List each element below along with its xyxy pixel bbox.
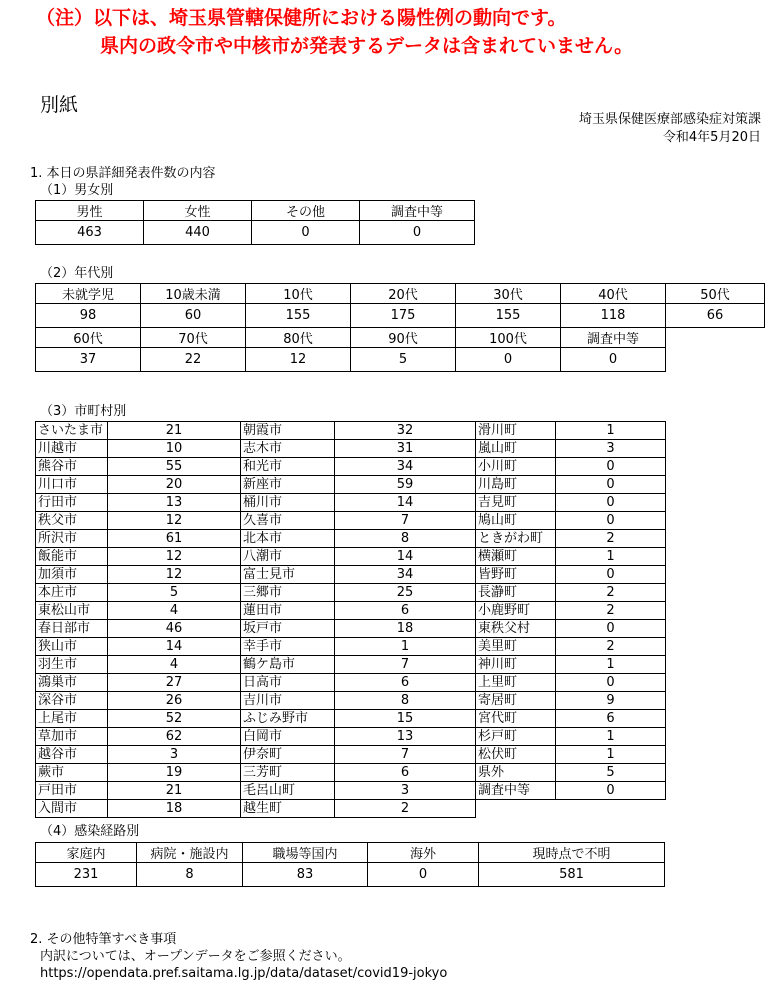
municipality-count: 32 — [335, 422, 476, 440]
municipality-count: 18 — [108, 800, 241, 818]
age-table — [35, 283, 765, 372]
table-row — [476, 620, 666, 638]
municipality-name: 調査中等 — [476, 782, 556, 800]
table-row — [36, 530, 476, 548]
route-header: 海外 — [368, 843, 479, 863]
table-row — [36, 746, 476, 764]
table-row — [36, 800, 476, 818]
age-header: 10歳未満 — [141, 284, 246, 304]
municipality-table-right — [475, 421, 666, 800]
municipality-count: 5 — [108, 584, 241, 602]
municipality-name: 宮代町 — [476, 710, 556, 728]
municipality-name: 本庄市 — [36, 584, 108, 602]
municipality-count: 0 — [556, 494, 666, 512]
municipality-count: 62 — [108, 728, 241, 746]
table-row — [36, 440, 476, 458]
municipality-name: 日高市 — [241, 674, 335, 692]
page-title: 別紙 — [40, 94, 79, 116]
age-value: 5 — [351, 348, 456, 372]
age-header: 30代 — [456, 284, 561, 304]
municipality-name: 朝霞市 — [241, 422, 335, 440]
table-row — [476, 692, 666, 710]
municipality-count: 10 — [108, 440, 241, 458]
municipality-count: 52 — [108, 710, 241, 728]
age-header: 90代 — [351, 328, 456, 348]
table-row — [36, 728, 476, 746]
municipality-count: 34 — [335, 458, 476, 476]
municipality-count: 20 — [108, 476, 241, 494]
municipality-name: 草加市 — [36, 728, 108, 746]
table-row — [36, 566, 476, 584]
municipality-count: 5 — [556, 764, 666, 782]
municipality-name: 上里町 — [476, 674, 556, 692]
municipality-count: 1 — [556, 728, 666, 746]
municipality-name: 和光市 — [241, 458, 335, 476]
municipality-count: 21 — [108, 422, 241, 440]
department: 埼玉県保健医療部感染症対策課 — [578, 112, 761, 127]
route-table — [35, 842, 665, 887]
municipality-count: 3 — [108, 746, 241, 764]
municipality-count: 14 — [108, 638, 241, 656]
table-row — [36, 782, 476, 800]
municipality-name: 杉戸町 — [476, 728, 556, 746]
municipality-name: 八潮市 — [241, 548, 335, 566]
municipality-name: 毛呂山町 — [241, 782, 335, 800]
municipality-name: 狭山市 — [36, 638, 108, 656]
municipality-count: 21 — [108, 782, 241, 800]
table-row — [476, 458, 666, 476]
age-value: 22 — [141, 348, 246, 372]
municipality-count: 4 — [108, 656, 241, 674]
route-value: 83 — [243, 863, 368, 887]
age-value: 0 — [561, 348, 666, 372]
age-value: 0 — [456, 348, 561, 372]
municipality-name: 幸手市 — [241, 638, 335, 656]
table-row — [36, 620, 476, 638]
municipality-count: 2 — [556, 584, 666, 602]
municipality-name: 加須市 — [36, 566, 108, 584]
municipality-count: 1 — [556, 422, 666, 440]
municipality-count: 0 — [556, 674, 666, 692]
report-date: 令和4年5月20日 — [662, 130, 761, 145]
age-value-row-1 — [36, 304, 765, 328]
municipality-count: 15 — [335, 710, 476, 728]
municipality-count: 7 — [335, 656, 476, 674]
municipality-name: 春日部市 — [36, 620, 108, 638]
table-row — [476, 512, 666, 530]
municipality-count: 13 — [108, 494, 241, 512]
municipality-count: 6 — [335, 764, 476, 782]
age-value: 175 — [351, 304, 456, 328]
municipality-count: 8 — [335, 530, 476, 548]
table-row — [36, 656, 476, 674]
municipality-count: 26 — [108, 692, 241, 710]
municipality-count: 6 — [556, 710, 666, 728]
route-header: 現時点で不明 — [479, 843, 665, 863]
gender-header: 男性 — [36, 201, 144, 221]
municipality-name: 越生町 — [241, 800, 335, 818]
municipality-name: 白岡市 — [241, 728, 335, 746]
table-row — [476, 440, 666, 458]
table-row — [36, 548, 476, 566]
municipality-count: 8 — [335, 692, 476, 710]
table-row — [36, 422, 476, 440]
table-row — [476, 656, 666, 674]
table-row — [476, 602, 666, 620]
municipality-count: 1 — [556, 656, 666, 674]
municipality-name: ふじみ野市 — [241, 710, 335, 728]
table-row — [36, 458, 476, 476]
gender-caption: （1）男女別 — [40, 183, 114, 198]
table-row — [36, 476, 476, 494]
municipality-name: 所沢市 — [36, 530, 108, 548]
age-header: 40代 — [561, 284, 666, 304]
age-header: 10代 — [246, 284, 351, 304]
municipality-count: 13 — [335, 728, 476, 746]
gender-value-row — [36, 221, 475, 245]
table-row — [36, 584, 476, 602]
table-row — [36, 674, 476, 692]
municipality-name: 長瀞町 — [476, 584, 556, 602]
gender-header: その他 — [252, 201, 360, 221]
municipality-count: 19 — [108, 764, 241, 782]
municipality-name: 小川町 — [476, 458, 556, 476]
age-caption: （2）年代別 — [40, 266, 114, 281]
age-header: 調査中等 — [561, 328, 666, 348]
age-value: 98 — [36, 304, 141, 328]
municipality-count: 1 — [556, 746, 666, 764]
municipality-name: 横瀬町 — [476, 548, 556, 566]
table-row — [476, 764, 666, 782]
municipality-name: 東秩父村 — [476, 620, 556, 638]
municipality-name: 上尾市 — [36, 710, 108, 728]
route-header: 家庭内 — [36, 843, 137, 863]
age-header: 80代 — [246, 328, 351, 348]
empty-cell — [666, 348, 765, 372]
municipality-count: 27 — [108, 674, 241, 692]
table-row — [36, 602, 476, 620]
notice-line-2: 県内の政令市や中核市が発表するデータは含まれていません。 — [100, 35, 634, 57]
municipality-count: 3 — [335, 782, 476, 800]
municipality-count: 9 — [556, 692, 666, 710]
section-2-title: 2. その他特筆すべき事項 — [30, 932, 177, 947]
municipality-count: 55 — [108, 458, 241, 476]
table-row — [476, 476, 666, 494]
gender-header: 調査中等 — [360, 201, 475, 221]
route-value: 581 — [479, 863, 665, 887]
municipality-table — [35, 421, 476, 818]
municipality-count: 1 — [335, 638, 476, 656]
table-row — [476, 530, 666, 548]
section-2-text: 内訳については、オープンデータをご参照ください。 — [40, 949, 351, 964]
municipality-name: 羽生市 — [36, 656, 108, 674]
municipality-name: 川口市 — [36, 476, 108, 494]
municipality-name: さいたま市 — [36, 422, 108, 440]
municipality-name: 坂戸市 — [241, 620, 335, 638]
municipality-name: 戸田市 — [36, 782, 108, 800]
gender-table — [35, 200, 475, 245]
table-row — [476, 728, 666, 746]
route-value: 231 — [36, 863, 137, 887]
table-row — [36, 494, 476, 512]
municipality-name: 川越市 — [36, 440, 108, 458]
age-value: 155 — [456, 304, 561, 328]
municipality-name: 越谷市 — [36, 746, 108, 764]
gender-value: 440 — [144, 221, 252, 245]
municipality-name: 行田市 — [36, 494, 108, 512]
route-header-row — [36, 843, 665, 863]
municipality-count: 34 — [335, 566, 476, 584]
municipality-name: 秩父市 — [36, 512, 108, 530]
municipality-count: 0 — [556, 782, 666, 800]
gender-value: 0 — [252, 221, 360, 245]
municipality-count: 59 — [335, 476, 476, 494]
table-row — [476, 710, 666, 728]
table-row — [36, 710, 476, 728]
municipality-name: 蕨市 — [36, 764, 108, 782]
municipality-name: 鴻巣市 — [36, 674, 108, 692]
table-row — [476, 746, 666, 764]
table-row — [476, 674, 666, 692]
municipality-name: 新座市 — [241, 476, 335, 494]
age-value: 118 — [561, 304, 666, 328]
municipality-name: 北本市 — [241, 530, 335, 548]
age-header: 未就学児 — [36, 284, 141, 304]
empty-cell — [666, 328, 765, 348]
gender-header: 女性 — [144, 201, 252, 221]
table-row — [36, 764, 476, 782]
municipality-name: 美里町 — [476, 638, 556, 656]
municipality-name: 飯能市 — [36, 548, 108, 566]
gender-value: 0 — [360, 221, 475, 245]
municipality-name: 熊谷市 — [36, 458, 108, 476]
table-row — [476, 566, 666, 584]
municipality-name: ときがわ町 — [476, 530, 556, 548]
municipality-count: 31 — [335, 440, 476, 458]
municipality-count: 12 — [108, 512, 241, 530]
municipality-count: 0 — [556, 458, 666, 476]
table-row — [476, 422, 666, 440]
municipality-count: 18 — [335, 620, 476, 638]
municipality-name: 県外 — [476, 764, 556, 782]
municipality-count: 2 — [556, 602, 666, 620]
route-value: 0 — [368, 863, 479, 887]
notice-line-1: （注）以下は、埼玉県管轄保健所における陽性例の動向です。 — [36, 7, 567, 29]
municipality-count: 0 — [556, 476, 666, 494]
municipality-name: 吉川市 — [241, 692, 335, 710]
age-header: 20代 — [351, 284, 456, 304]
age-header: 60代 — [36, 328, 141, 348]
municipality-name: 嵐山町 — [476, 440, 556, 458]
municipality-name: 深谷市 — [36, 692, 108, 710]
municipality-name: 蓮田市 — [241, 602, 335, 620]
age-value: 12 — [246, 348, 351, 372]
municipality-count: 2 — [556, 638, 666, 656]
municipality-name: 三芳町 — [241, 764, 335, 782]
municipality-count: 7 — [335, 512, 476, 530]
municipality-count: 12 — [108, 548, 241, 566]
gender-value: 463 — [36, 221, 144, 245]
route-header: 職場等国内 — [243, 843, 368, 863]
municipality-count: 0 — [556, 512, 666, 530]
municipality-count: 14 — [335, 494, 476, 512]
table-row — [36, 638, 476, 656]
table-row — [36, 692, 476, 710]
gender-header-row — [36, 201, 475, 221]
municipality-count: 4 — [108, 602, 241, 620]
age-header-row-1 — [36, 284, 765, 304]
route-caption: （4）感染経路別 — [40, 824, 140, 839]
table-row — [476, 782, 666, 800]
table-row — [476, 548, 666, 566]
age-value: 37 — [36, 348, 141, 372]
municipality-name: 寄居町 — [476, 692, 556, 710]
municipality-name: 志木市 — [241, 440, 335, 458]
section-1-title: 1. 本日の県詳細発表件数の内容 — [30, 166, 216, 181]
municipality-count: 14 — [335, 548, 476, 566]
municipality-name: 東松山市 — [36, 602, 108, 620]
municipality-count: 3 — [556, 440, 666, 458]
age-header: 100代 — [456, 328, 561, 348]
municipality-count: 61 — [108, 530, 241, 548]
table-row — [476, 638, 666, 656]
municipality-name: 鶴ケ島市 — [241, 656, 335, 674]
municipality-name: 伊奈町 — [241, 746, 335, 764]
municipality-count: 6 — [335, 674, 476, 692]
municipality-count: 1 — [556, 548, 666, 566]
age-header-row-2 — [36, 328, 765, 348]
route-value: 8 — [137, 863, 243, 887]
age-header: 70代 — [141, 328, 246, 348]
municipality-name: 滑川町 — [476, 422, 556, 440]
age-value: 66 — [666, 304, 765, 328]
age-header: 50代 — [666, 284, 765, 304]
municipality-count: 0 — [556, 566, 666, 584]
table-row — [476, 494, 666, 512]
municipality-name: 川島町 — [476, 476, 556, 494]
municipality-name: 入間市 — [36, 800, 108, 818]
municipality-caption: （3）市町村別 — [40, 404, 127, 419]
municipality-name: 鳩山町 — [476, 512, 556, 530]
age-value: 155 — [246, 304, 351, 328]
municipality-name: 三郷市 — [241, 584, 335, 602]
municipality-count: 25 — [335, 584, 476, 602]
municipality-name: 松伏町 — [476, 746, 556, 764]
municipality-name: 桶川市 — [241, 494, 335, 512]
opendata-link[interactable]: https://opendata.pref.saitama.lg.jp/data/dataset/covid19-jokyo — [40, 966, 448, 981]
municipality-count: 2 — [335, 800, 476, 818]
table-row — [476, 584, 666, 602]
municipality-name: 皆野町 — [476, 566, 556, 584]
age-value-row-2 — [36, 348, 765, 372]
municipality-name: 小鹿野町 — [476, 602, 556, 620]
municipality-count: 7 — [335, 746, 476, 764]
municipality-name: 吉見町 — [476, 494, 556, 512]
municipality-name: 久喜市 — [241, 512, 335, 530]
municipality-count: 46 — [108, 620, 241, 638]
municipality-name: 神川町 — [476, 656, 556, 674]
municipality-name: 富士見市 — [241, 566, 335, 584]
route-header: 病院・施設内 — [137, 843, 243, 863]
municipality-count: 6 — [335, 602, 476, 620]
municipality-count: 0 — [556, 620, 666, 638]
age-value: 60 — [141, 304, 246, 328]
route-value-row — [36, 863, 665, 887]
municipality-count: 2 — [556, 530, 666, 548]
municipality-count: 12 — [108, 566, 241, 584]
table-row — [36, 512, 476, 530]
